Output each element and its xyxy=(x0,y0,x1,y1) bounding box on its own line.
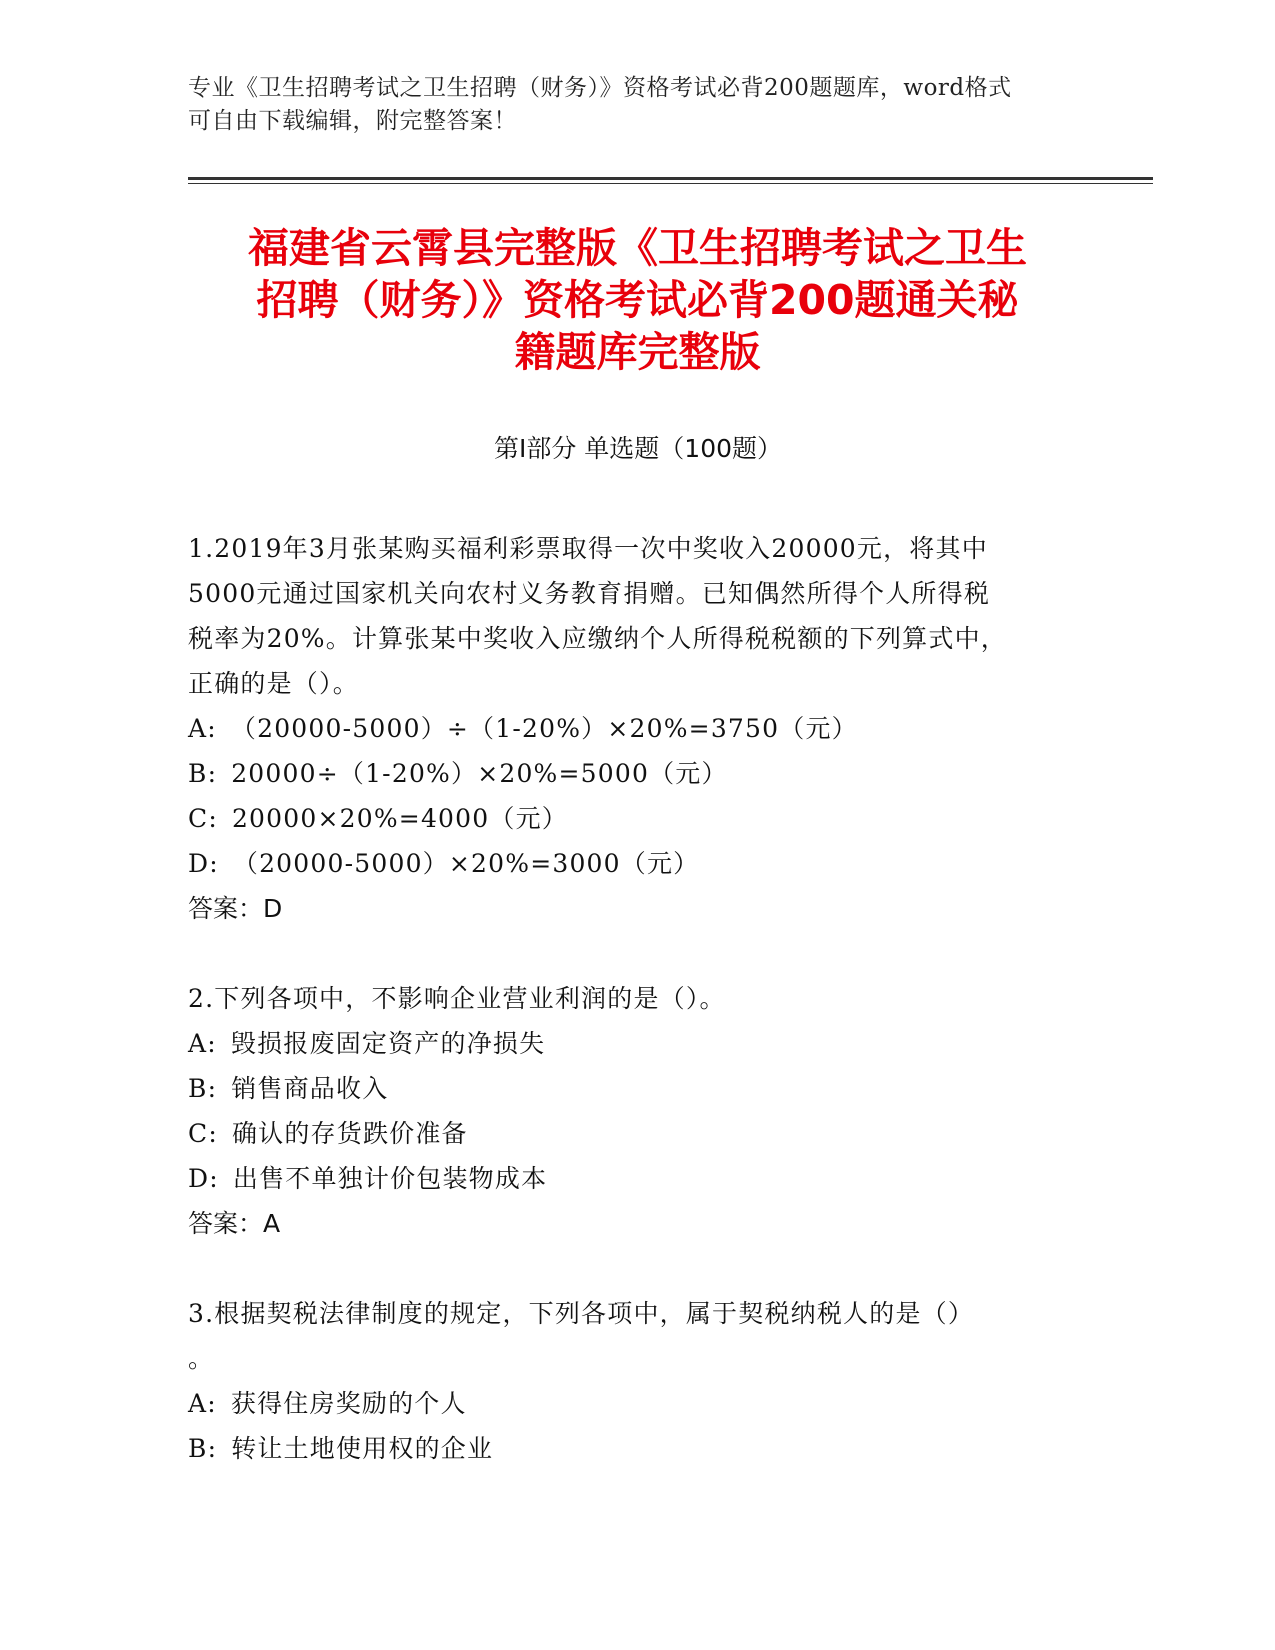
option-text: 20000×20%=4000（元） xyxy=(231,804,568,833)
option-key: A: xyxy=(188,1389,217,1418)
option-a xyxy=(188,1381,1068,1426)
option-text: 20000÷（1-20%）×20%=5000（元） xyxy=(231,759,728,788)
answer-label: 答案：A xyxy=(188,1209,281,1238)
option-b xyxy=(188,1066,1068,1111)
option-key: B: xyxy=(188,759,218,788)
question-2 xyxy=(188,976,1068,1246)
document-title-line-3: 籍题库完整版 xyxy=(514,328,761,376)
option-key: D: xyxy=(188,849,219,878)
option-key: C: xyxy=(188,804,218,833)
question-list xyxy=(188,526,1068,1516)
question-stem xyxy=(188,526,1068,706)
option-key: C: xyxy=(188,1119,218,1148)
header-note xyxy=(188,72,1068,138)
option-key: B: xyxy=(188,1434,218,1463)
option-text: 确认的存货跌价准备 xyxy=(231,1119,468,1148)
question-stem-line: 正确的是（）。 xyxy=(188,669,359,698)
question-stem-line: 税率为20%。计算张某中奖收入应缴纳个人所得税税额的下列算式中， xyxy=(188,624,1007,653)
question-3 xyxy=(188,1291,1068,1471)
option-d xyxy=(188,841,1068,886)
answer-label: 答案：D xyxy=(188,894,283,923)
option-text: 毁损报废固定资产的净损失 xyxy=(230,1029,546,1058)
option-text: （20000-5000）÷（1-20%）×20%=3750（元） xyxy=(230,714,858,743)
option-text: 转让土地使用权的企业 xyxy=(231,1434,494,1463)
option-b xyxy=(188,751,1068,796)
option-d xyxy=(188,1156,1068,1201)
question-1 xyxy=(188,526,1068,931)
question-stem xyxy=(188,1291,1068,1381)
option-text: 获得住房奖励的个人 xyxy=(230,1389,467,1418)
question-stem-line: 。 xyxy=(188,1344,215,1373)
option-a xyxy=(188,1021,1068,1066)
option-c xyxy=(188,1111,1068,1156)
option-b xyxy=(188,1426,1068,1471)
question-stem-line: 3.根据契税法律制度的规定，下列各项中，属于契税纳税人的是（） xyxy=(188,1299,975,1328)
option-c xyxy=(188,796,1068,841)
option-text: （20000-5000）×20%=3000（元） xyxy=(232,849,700,878)
document-title xyxy=(170,222,1105,378)
option-text: 出售不单独计价包装物成本 xyxy=(232,1164,548,1193)
option-key: A: xyxy=(188,1029,217,1058)
option-key: A: xyxy=(188,714,217,743)
header-divider-thin xyxy=(188,183,1153,184)
option-text: 销售商品收入 xyxy=(231,1074,389,1103)
section-heading: 第Ⅰ部分 单选题（100题） xyxy=(493,434,783,463)
option-key: D: xyxy=(188,1164,219,1193)
header-divider-thick xyxy=(188,177,1153,180)
header-note-line-1: 专业《卫生招聘考试之卫生招聘（财务）》资格考试必背200题题库，word格式 xyxy=(188,75,1012,101)
document-title-line-2: 招聘（财务）》资格考试必背200题通关秘 xyxy=(256,276,1019,324)
question-stem xyxy=(188,976,1068,1021)
question-stem-line: 5000元通过国家机关向农村义务教育捐赠。已知偶然所得个人所得税 xyxy=(188,579,991,608)
question-stem-line: 1.2019年3月张某购买福利彩票取得一次中奖收入20000元，将其中 xyxy=(188,534,988,563)
option-a xyxy=(188,706,1068,751)
question-stem-line: 2.下列各项中，不影响企业营业利润的是（）。 xyxy=(188,984,726,1013)
header-note-line-2: 可自由下载编辑，附完整答案！ xyxy=(188,108,517,134)
option-key: B: xyxy=(188,1074,218,1103)
document-title-line-1: 福建省云霄县完整版《卫生招聘考试之卫生 xyxy=(248,224,1027,272)
